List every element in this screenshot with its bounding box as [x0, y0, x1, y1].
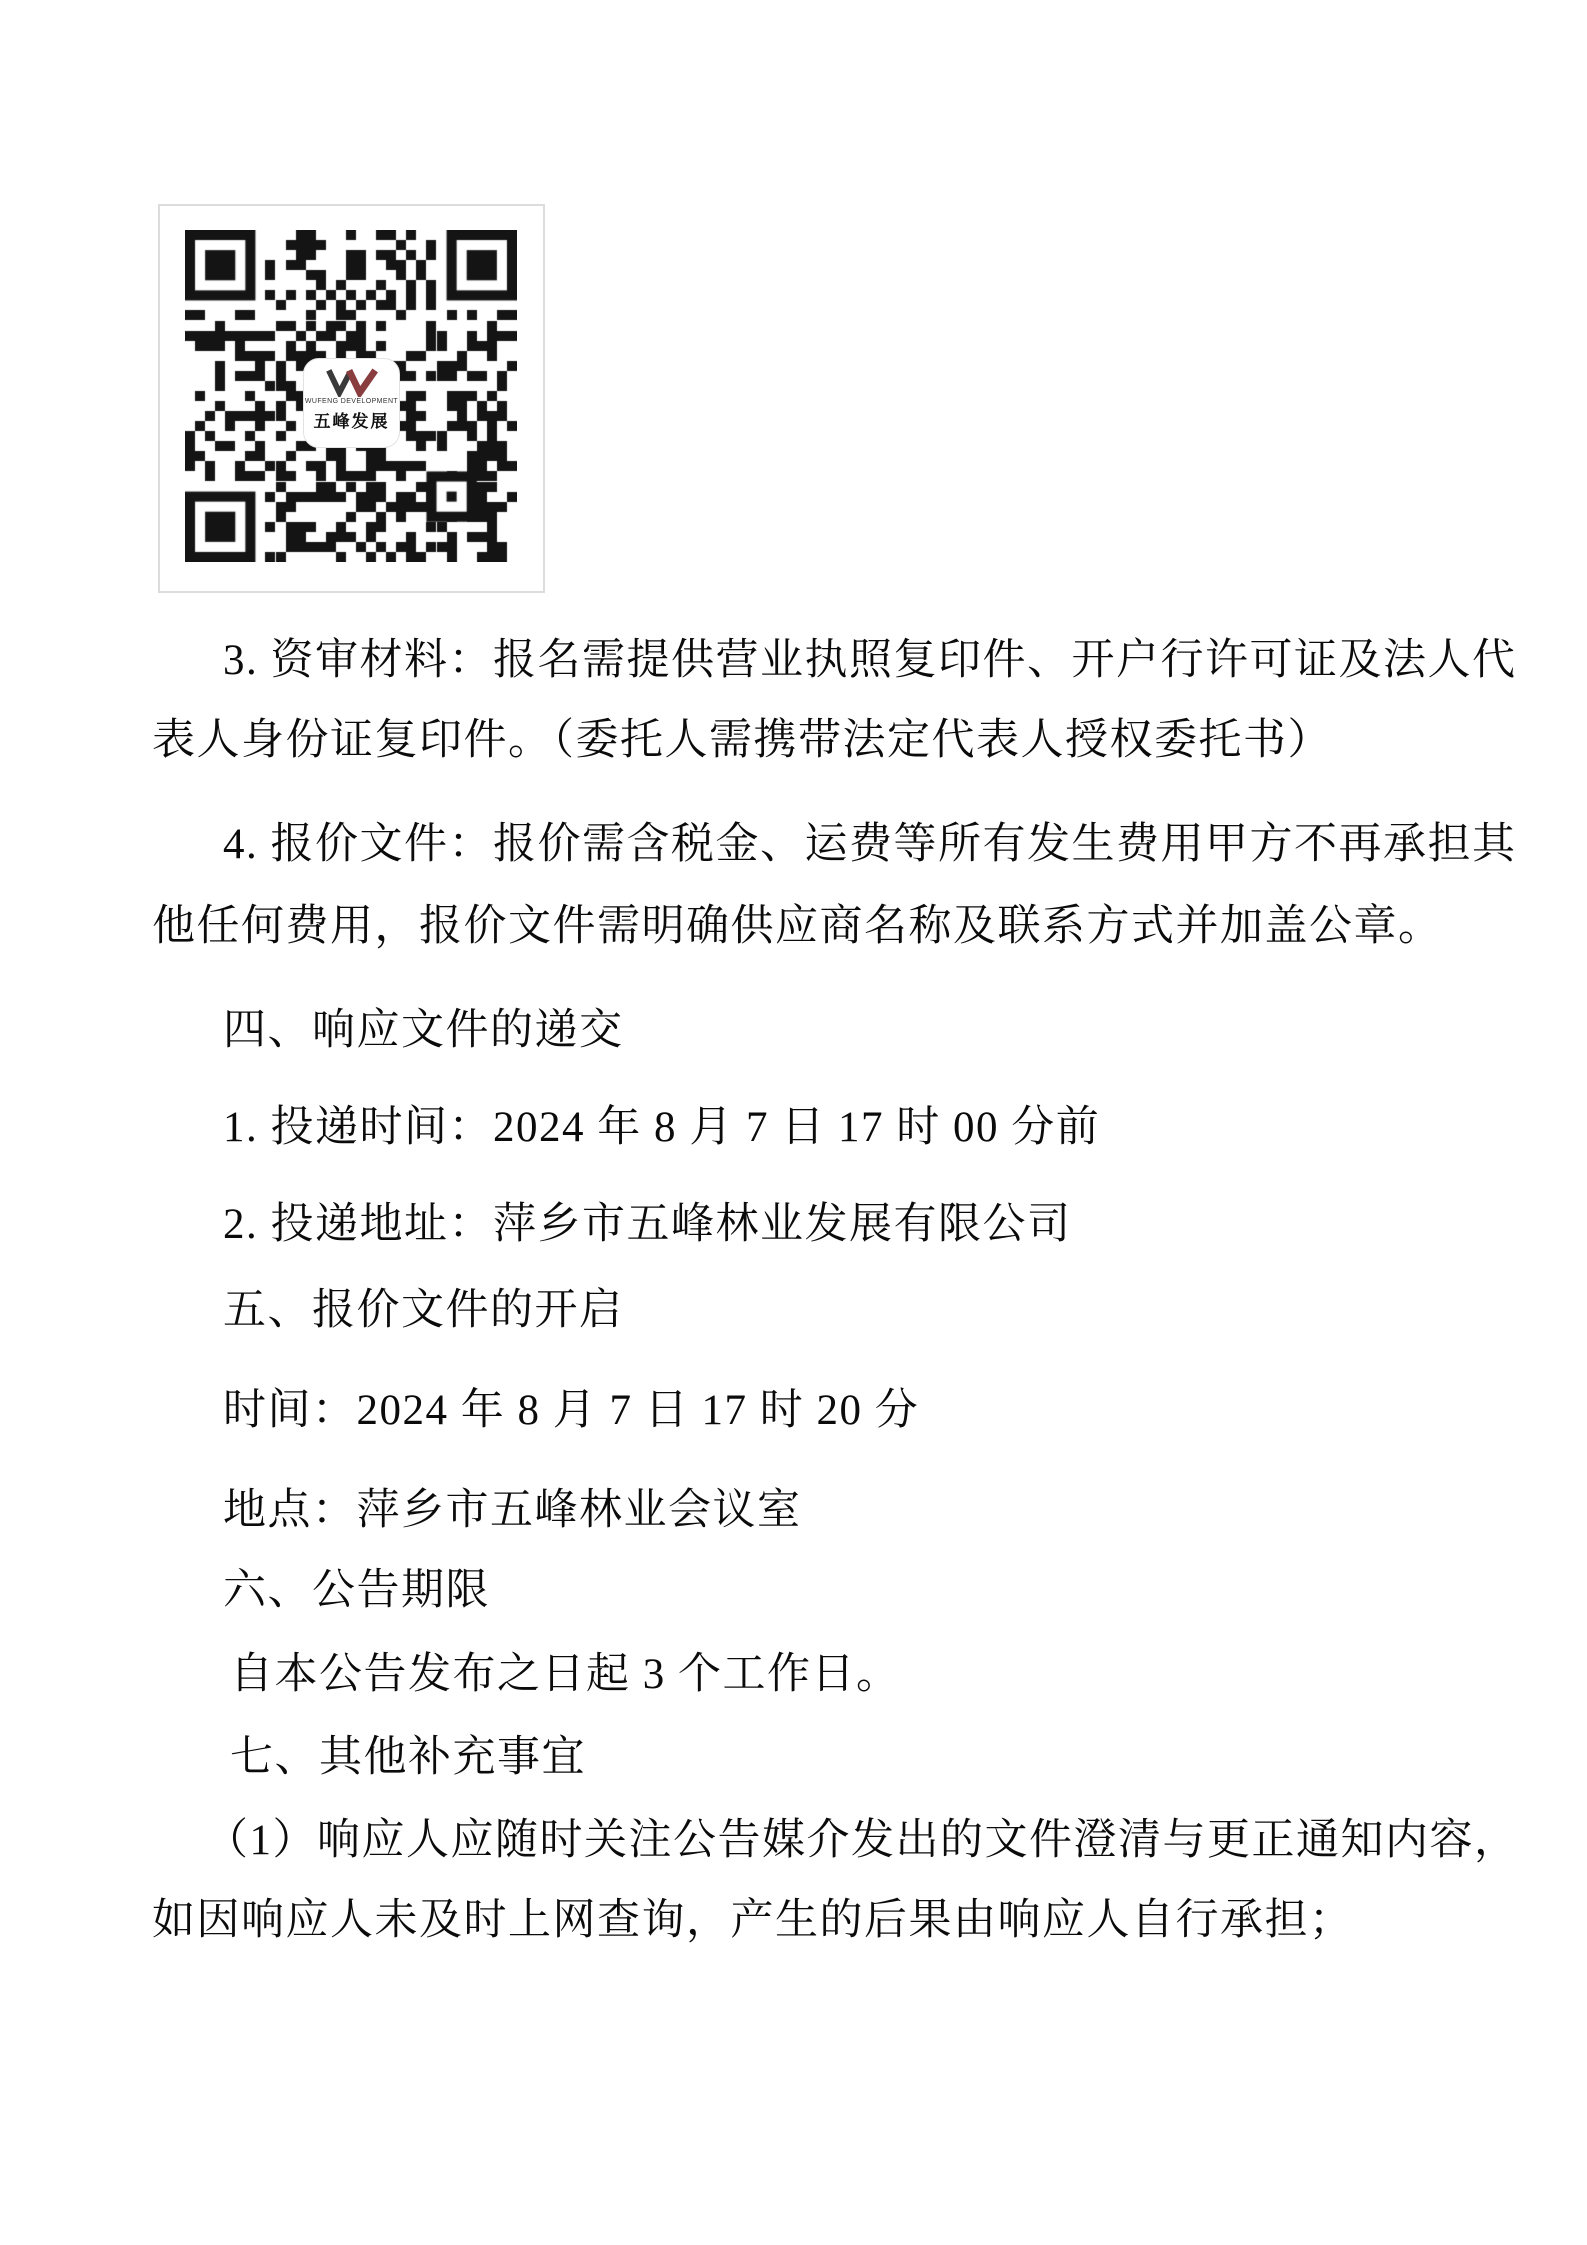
heading-section-5-opening: 五、报价文件的开启: [223, 1287, 624, 1334]
line-quotation-document-1: 4. 报价文件：报价需含税金、运费等所有发生费用甲方不再承担其: [223, 821, 1517, 868]
line-submission-address: 2. 投递地址：萍乡市五峰林业发展有限公司: [223, 1201, 1072, 1248]
qr-logo-text-en: WUFENG DEVELOPMENT: [304, 398, 399, 405]
line-opening-time: 时间：2024 年 8 月 7 日 17 时 20 分: [223, 1387, 920, 1434]
heading-section-6-period: 六、公告期限: [223, 1567, 490, 1614]
line-qualification-materials-1: 3. 资审材料：报名需提供营业执照复印件、开户行许可证及法人代: [223, 637, 1517, 684]
qr-center-logo: [303, 358, 400, 448]
line-qualification-materials-2: 表人身份证复印件。（委托人需携带法定代表人授权委托书）: [152, 717, 1332, 764]
line-submission-time: 1. 投递时间：2024 年 8 月 7 日 17 时 00 分前: [223, 1104, 1101, 1151]
wufeng-w-logo-icon: [323, 367, 381, 397]
qr-code-image: [158, 204, 545, 593]
line-other-matters-1: （1）响应人应随时关注公告媒介发出的文件澄清与更正通知内容，: [205, 1817, 1519, 1864]
heading-section-4-submission: 四、响应文件的递交: [223, 1007, 624, 1054]
heading-section-7-other: 七、其他补充事宜: [230, 1734, 586, 1781]
qr-logo-text-cn: 五峰发展: [313, 412, 390, 431]
line-opening-place: 地点：萍乡市五峰林业会议室: [223, 1487, 802, 1534]
line-announcement-period: 自本公告发布之日起 3 个工作日。: [230, 1651, 901, 1698]
line-other-matters-2: 如因响应人未及时上网查询，产生的后果由响应人自行承担；: [152, 1897, 1354, 1944]
line-quotation-document-2: 他任何费用，报价文件需明确供应商名称及联系方式并加盖公章。: [152, 903, 1443, 950]
